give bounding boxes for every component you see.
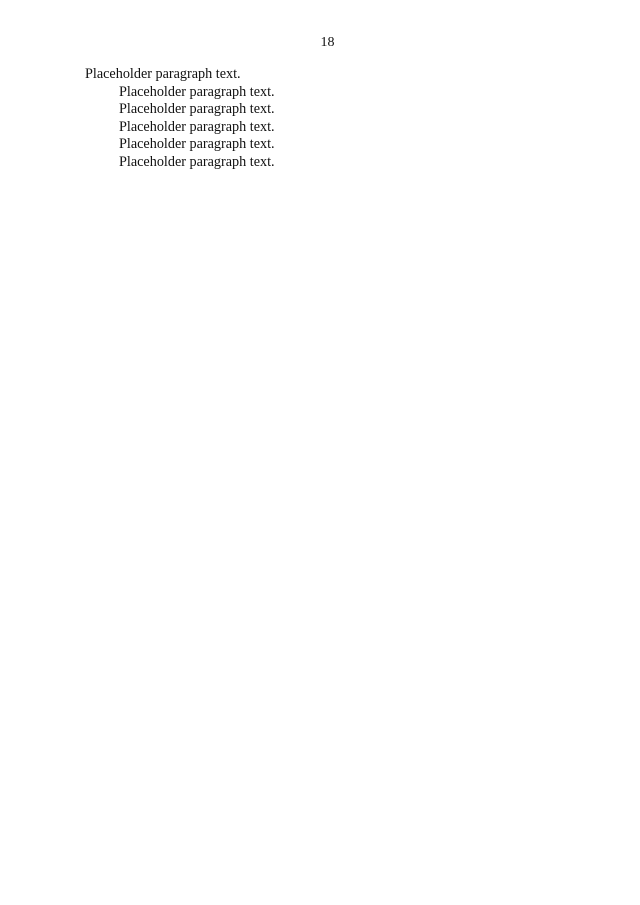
document-body xyxy=(85,66,570,172)
paragraph: Placeholder paragraph text. xyxy=(119,153,275,170)
page-number: 18 xyxy=(320,35,335,50)
paragraph: Placeholder paragraph text. xyxy=(119,136,275,153)
paragraph: Placeholder paragraph text. xyxy=(119,83,275,100)
paragraph: Placeholder paragraph text. xyxy=(119,101,275,118)
paragraph: Placeholder paragraph text. xyxy=(119,118,275,135)
paragraph-continuation: Placeholder paragraph text. xyxy=(85,66,241,82)
